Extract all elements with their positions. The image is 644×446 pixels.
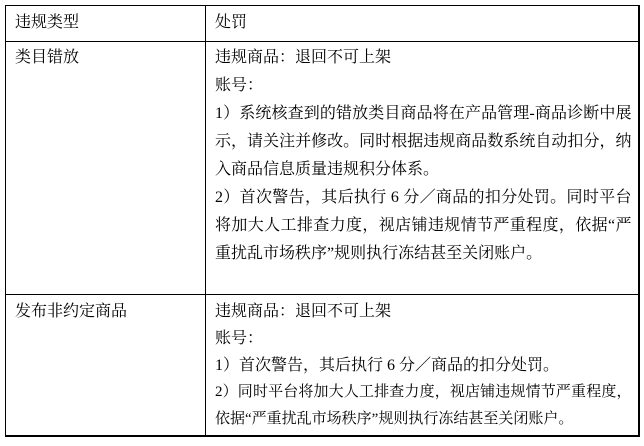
violation-penalty-table: [5, 5, 640, 437]
penalty-line-account: 账号：: [215, 330, 264, 347]
penalty-paragraph-1: 1）系统核查到的错放类目商品将在产品管理-商品诊断中展示，请关注并修改。同时根据违规商品数系统自动扣分，纳入商品信息质量违规积分体系。: [215, 105, 632, 178]
table-row-non-agreed-products: [6, 295, 639, 437]
penalty-paragraph-2: 2）首次警告，其后执行 6 分／商品的扣分处罚。同时平台将加大人工排查力度，视店铺违规情节严重程度，依据“严重扰乱市场秩序”规则执行冻结甚至关闭账户。: [215, 189, 632, 262]
penalty-cell: [206, 42, 639, 295]
header-violation-type: 违规类型: [6, 6, 206, 42]
penalty-cell: [206, 295, 639, 437]
penalty-paragraph-1: 1）首次警告，其后执行 6 分／商品的扣分处罚。: [215, 357, 560, 374]
penalty-line-product: 违规商品：退回不可上架: [215, 303, 392, 320]
header-penalty: 处罚: [206, 6, 639, 42]
table-header-row: [6, 6, 639, 42]
table-row-category-misplacement: [6, 42, 639, 295]
penalty-line-account: 账号：: [215, 77, 264, 94]
violation-type-cell: 发布非约定商品: [6, 295, 206, 437]
violation-type-cell: 类目错放: [6, 42, 206, 295]
penalty-paragraph-2: 2）同时平台将加大人工排查力度，视店铺违规情节严重程度，依据“严重扰乱市场秩序”规则执行冻结甚至关闭账户。: [215, 384, 632, 427]
penalty-line-product: 违规商品：退回不可上架: [215, 49, 392, 66]
